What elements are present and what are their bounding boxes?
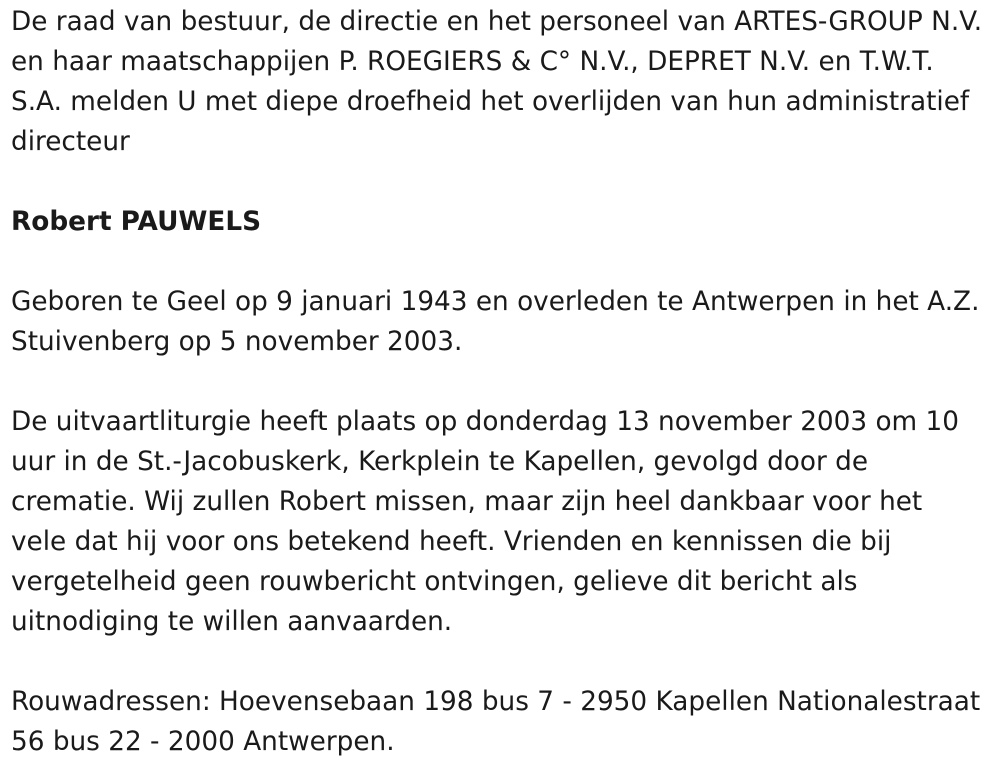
funeral-paragraph: De uitvaartliturgie heeft plaats op donderdag 13 november 2003 om 10 uur in de St.-Jacobuskerk, Kerkplein te Kapellen, gevolgd door de crematie. Wij zullen Robert missen, maar zijn heel dankbaar voor het vele dat hij voor ons betekend heeft. Vrienden en kennissen die bij vergetelheid geen rouwbericht ontvingen, gelieve dit bericht als uitnodiging te willen aanvaarden.	[11, 407, 959, 637]
addresses-paragraph: Rouwadressen: Hoevensebaan 198 bus 7 - 2950 Kapellen Nationalestraat 56 bus 22 - 2000 Antwerpen.	[11, 687, 981, 757]
birth-death-paragraph: Geboren te Geel op 9 januari 1943 en overleden te Antwerpen in het A.Z. Stuivenberg op 5 november 2003.	[11, 287, 980, 357]
deceased-name: Robert PAUWELS	[11, 207, 262, 237]
intro-paragraph: De raad van bestuur, de directie en het personeel van ARTES-GROUP N.V. en haar maatschappijen P. ROEGIERS & C° N.V., DEPRET N.V. en T.W.T. S.A. melden U met diepe droefheid het overlijden van hun administratief directeur	[11, 7, 983, 157]
